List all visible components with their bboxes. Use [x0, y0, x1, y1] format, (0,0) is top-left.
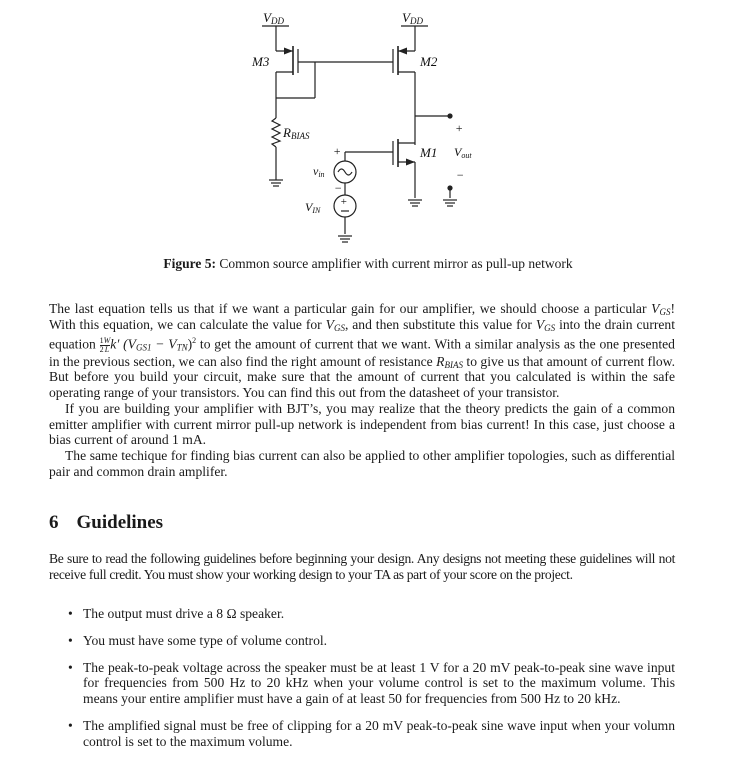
- ground-icon: [338, 236, 352, 242]
- guidelines-intro: Be sure to read the following guidelines before beginning your design. Any designs not meeting these guidelines will not receive full credit. You must show your working design to your TA as part of your score on the project.: [49, 551, 675, 582]
- transistor-m3: [276, 46, 298, 75]
- dc-source-icon: [334, 195, 356, 217]
- transistor-m2: [393, 46, 415, 75]
- ground-icon: [408, 200, 422, 206]
- m1-label: M1: [420, 145, 438, 160]
- equation-fraction-wl: $\frac{W}{L}$: [103, 335, 111, 354]
- paragraph-1: The last equation tells us that if we want a particular gain for our amplifier, we should choose a particular $V_{GS}$! With this equation, we can calculate the value for $V_{GS}$, and then substitute this value for $V_{GS}$ into the drain current equation $\frac{1}{2}$ $\frac{W}{L}$ k′ $(V_{GS1} - V_{TN})^2$ to get the amount of current that we want. With a similar analysis as the one presented in the previous section, we can also find the right amount of resistance $R_{BIAS}$ to give us that amount of current flow. But before you build your circuit, make sure that the amount of current that you calculated is within the safe operating range of your transistors. You can find this out from the datasheet of your transistor.: [49, 301, 675, 401]
- transistor-m1: [393, 139, 415, 167]
- vin-small-label: vin: [313, 164, 325, 179]
- list-item: • The output must drive a 8 Ω speaker.: [68, 606, 285, 621]
- vout-plus: +: [455, 121, 464, 135]
- list-item: • You must have some type of volume control.: [68, 632, 328, 648]
- vin-dc-label: VIN: [305, 200, 321, 215]
- svg-text:+: +: [340, 196, 348, 208]
- section-heading: 6 Guidelines: [49, 512, 164, 533]
- m3-label: M3: [252, 54, 270, 69]
- figure-caption-text: Common source amplifier with current mirror as pull-up network: [219, 256, 573, 271]
- circuit-diagram: [0, 0, 736, 250]
- vin-minus: −: [334, 181, 343, 195]
- figure-label: Figure 5:: [163, 256, 217, 271]
- paragraph-3: The same techique for finding bias current can also be applied to other amplifier topologies, such as differential pair and common drain amplifer.: [49, 448, 675, 480]
- body-text: [49, 301, 675, 480]
- rbias-label: RBIAS: [283, 125, 310, 141]
- paragraph-2: If you are building your amplifier with BJT’s, you may realize that the theory predicts the gain of a common emitter amplifier with current mirror pull-up network is independent from bias current! In this case, just choose a bias current of around 1 mA.: [49, 400, 675, 448]
- vout-label: Vout: [454, 145, 472, 160]
- vdd-right-label: VDD: [402, 10, 423, 26]
- list-item: • The peak-to-peak voltage across the speaker must be at least 1 V for a 20 mV peak-to-peak sine wave input for frequencies from 500 Hz to 20 kHz when your volume control is set to the maximum volume. This means your entire amplifier must have a gain of at least 50 for frequencies from 500 Hz to 20 kHz.: [68, 659, 675, 707]
- vin-plus: +: [333, 144, 342, 158]
- guidelines-list: [49, 606, 675, 761]
- vout-minus: −: [456, 168, 465, 182]
- resistor-rbias: [272, 118, 280, 147]
- ground-icon: [443, 200, 457, 206]
- vdd-left-label: VDD: [263, 10, 284, 26]
- equation-fraction-half: $\frac{1}{2}$: [99, 335, 104, 354]
- ac-source-icon: [334, 161, 356, 183]
- figure-caption: [0, 256, 736, 272]
- m2-label: M2: [420, 54, 438, 69]
- list-item: • The amplified signal must be free of clipping for a 20 mV peak-to-peak sine wave input when your volumn control is set to the maximum volume.: [68, 717, 675, 749]
- ground-icon: [269, 180, 283, 186]
